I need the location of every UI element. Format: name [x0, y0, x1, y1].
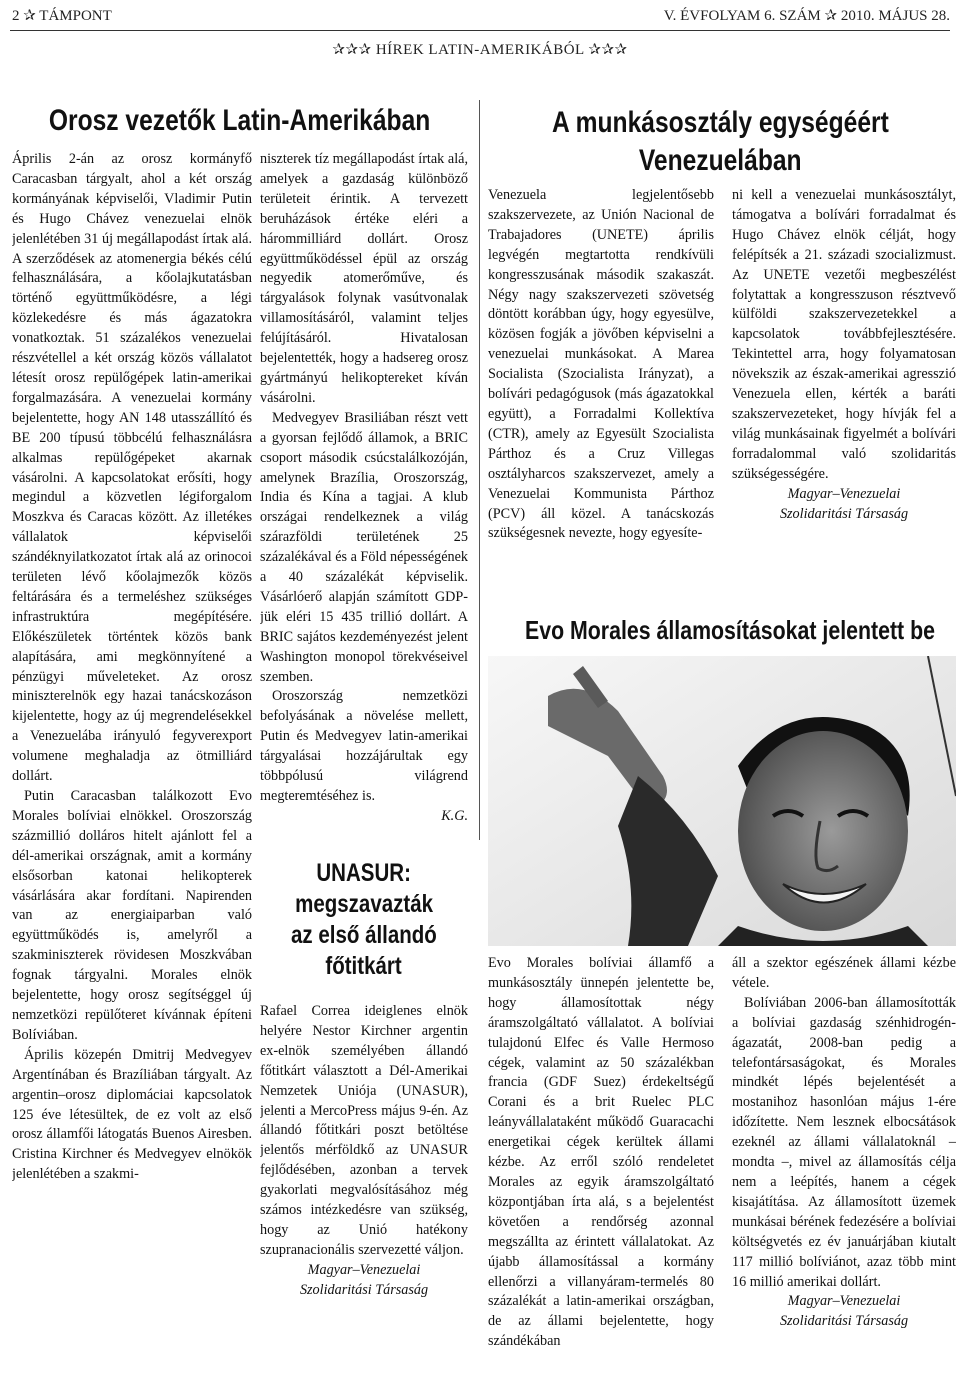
- evo-morales-photo: [488, 656, 956, 946]
- signature-line: Magyar–Venezuelai: [307, 1261, 421, 1278]
- portrait-illustration: [488, 656, 956, 946]
- headline-line: megszavazták: [295, 890, 433, 918]
- signature-line: Szolidaritási Társaság: [779, 1313, 909, 1330]
- headline-line: A munkásosztály egységéért: [551, 106, 889, 139]
- signature: K.G.: [441, 807, 468, 824]
- headline-line: Venezuelában: [638, 144, 802, 177]
- article-working-class-col2: [732, 186, 956, 596]
- unasur-body: [260, 1002, 468, 1386]
- paragraph: Venezuela legjelentősebb szakszervezete, az Unión Nacional de Trabajadores (UNETE) április legvégén megtartotta rendkívüli kongresszusának második szakaszát. Négy nagy szakszervezeti szövetség döntött korábban úgy, hogy egyesülve, közösen fogják a jövőben képviselni a venezuelai munkásokat. A Marea Socialista (Szocialista Irányzat), a bolívári pedagógusok (más ágazatokkal együtt), a Forradalmi Kollektíva (CTR), amely az Egyesült Szocialista Párthoz és a Cruz Villegas osztályharcos szakszervezet, amely a Venezuelai Kommunista Párthoz (PCV) áll közel. A tanácskozás szükségesnek nevezte, hogy egyesíte-: [488, 187, 714, 542]
- paragraph: Oroszország nemzetközi befolyásának a növelése mellett, Putin és Medvegyev latin-amerikai tárgyalásai hozzájárultak egy többpólusú világrend megteremtéséhez is.: [260, 688, 468, 804]
- issue-info: V. ÉVFOLYAM 6. SZÁM ✰ 2010. MÁJUS 28.: [663, 8, 950, 24]
- column-divider: [479, 100, 480, 840]
- header-rule: [10, 30, 950, 31]
- paragraph: niszterek tíz megállapodást írtak alá, amelyek a gazdaság különböző területeit érintik. A tervezett beruházások értéke eléri a hárommilliárd dollárt. Orosz együttműködéssel épül az ország negyedik atomerőműve, és tárgyalások folynak vasútvonalak villamosításáról, valamint teljes felújításáról. Hivatalosan bejelentették, hogy a hadsereg orosz gyártmányú helikoptereket kíván vásárolni.: [260, 151, 468, 406]
- page-number-masthead: 2 ✰ TÁMPONT: [12, 8, 112, 24]
- article-morales-headline: [480, 616, 960, 645]
- headline-line: főtitkárt: [325, 952, 403, 980]
- article-russian-leaders-col1: [12, 150, 252, 1386]
- headline-line: az első állandó: [291, 921, 437, 949]
- paragraph: Putin Caracasban találkozott Evo Morales bolíviai elnökkel. Oroszország százmillió dolláros hitelt ajánlott fel a dél-amerikai országnak, amit a kormány elsősorban katonai helikopterek vásárlására akar fordítani. Napirenden van az energiaiparban való együttműködés is, amelyről a szakminiszterek rövidesen Moszkvában fognak tárgyalni. Morales elnök bejelentette, hogy orosz segítséggel új nemzetközi repülőteret kívánnak építeni Bolíviában.: [12, 788, 252, 1043]
- article-morales-col2: [732, 954, 956, 1386]
- paragraph: Rafael Correa ideiglenes elnök helyére Nestor Kirchner argentin ex-elnök személyében állandó főtitkárt választott a Dél-Amerikai Nemzetek Uniója (UNASUR), jelenti a MercoPress május 9-én. Az állandó főtitkári poszt betöltése jelentős mérföldkő az UNASUR fejlődésében, azonban a tervek gyakorlati megvalósításához még számos intézkedésre van szükség, hogy az Unió hatékony szupranacionális szervezetté váljon.: [260, 1003, 468, 1258]
- article-working-class-headline: [480, 104, 960, 180]
- paragraph: Bolíviában 2006-ban államosították a bolíviai gazdaság szénhidrogén-ágazatát, 2008-ban pedig a telefontársaságokat, és Morales mindkét lépés bejelentését a mostanihoz hasonlóan május 1-ére időzítette. Nem lesznek elbocsátások ezeknél az állami vállalatoknál – mondta –, mivel az államosítás célja nem a leépítés, hanem a cégek kisajátítása. Az államosított üzemek munkásai bérének fedezésére a bolíviai költségvetés ez év januárjában kiutalt 117 millió bolíviánot, azaz több mint 16 millió amerikai dollárt.: [732, 994, 956, 1290]
- paragraph: áll a szektor egészének állami kézbe vétele.: [732, 955, 956, 991]
- signature-line: Magyar–Venezuelai: [787, 485, 901, 502]
- signature-line: Szolidaritási Társaság: [299, 1281, 429, 1298]
- paragraph: Április 2-án az orosz kormányfő Caracasban tárgyalt, ahol a két ország kormányának képviselői, Vladimir Putin és Hugo Chávez venezuelai elnök jelenlétében 31 új megállapodást írtak alá. A szerződések az atomenergia békés célú felhasználására, a kőolajkutatásban történő együttműködésre, a légi közlekedésre és más ágazatokra vonatkoztak. 51 százalékos venezuelai részvétellel a két ország közös vállalatot létesít orosz repülőgépek latin-amerikai forgalmazására. A venezuelai kormány bejelentette, hogy AN 148 utasszállító és BE 200 típusú többcélú felhasználásra alkalmas repülőgépeket akarnak vásárolni. A kapcsolatokat erősíti, hogy megindul a közvetlen légiforgalom Moszkva és Caracas között. Az illetékes vállalatok képviselői szándéknyilatkozatot írtak alá az orinocoi területen lévő kőolajmezők közös feltárására és a termeléshez szükséges infrastruktúra megépítésére. Előkészületek történtek közös bank alapítására, ami megkönnyítené a pénzügyi műveleteket. Az orosz miniszterelnök egy hazai tanácskozáson kijelentette, hogy az új megrendelésekkel a Venezuelába irányuló fegyverexport volumene meghaladja az ötmilliárd dollárt.: [12, 151, 252, 785]
- paragraph: ni kell a venezuelai munkásosztályt, támogatva a bolívári forradalmat és Hugo Chávez elnök célját, hogy felépítsék a 21. századi szocializmust. Az UNETE vezetői megbeszélést folytattak a kongresszuson résztvevő külföldi szakszervezetekkel a kapcsolatok továbbfejlesztésére. Tekintettel arra, hogy folyamatosan növekszik az észak-amerikai agresszió Venezuela ellen, kérték a baráti szakszervezeteket, hogy hívják fel a világ munkásainak figyelmét a bolívári forradalommal való szolidaritás szükségességére.: [732, 187, 956, 482]
- paragraph: Medvegyev Brasiliában részt vett a gyorsan fejlődő államok, a BRIC csoport második csúcstalálkozóján, amelynek Brazília, Oroszország, India és Kína a tagjai. A klub országai rendelkeznek a világ szárazföldi területének 25 százalékával és a Föld népességének a 40 százalékát képviselik. Vásárlóerő alapján számított GDP-jük eléri 15 435 trillió dollárt. A BRIC sajátos kezdeményezést jelent Washington monopol törekvéseivel szemben.: [260, 409, 468, 685]
- signature-line: Magyar–Venezuelai: [787, 1293, 901, 1310]
- headline-text: Evo Morales államosításokat jelentett be: [524, 615, 935, 645]
- unasur-headline: [258, 858, 470, 982]
- headline-line: UNASUR:: [316, 859, 412, 887]
- article-working-class-col1: [488, 186, 714, 596]
- article-russian-leaders-headline: [0, 104, 480, 137]
- section-title: ✰✰✰ HÍREK LATIN-AMERIKÁBÓL ✰✰✰: [332, 42, 628, 58]
- paragraph: Evo Morales bolíviai államfő a munkásosztály ünnepén jelentette be, hogy államosítottak négy áramszolgáltató vállalatot. A bolíviai tulajdonú Elfec és Valle Hermoso cégek, valamint az 50 százalékban francia (GDF Suez) érdekeltségű Corani és a brit Ruelec PLC leányvállalataként működő Guaracachi energetikai cégek kerültek állami kézbe. Az erről szóló rendeletet Morales az egyik áramszolgáltató központjában írta alá, s a bejelentést követően a rendőrség azonnal megszállta az érintett vállalatokat. Az újabb államosítással a kormány ellenőrzi a villanyáram-termelés 80 százalékát a latin-amerikai országban, de az állami bejelentette, hogy szándékában: [488, 955, 714, 1350]
- signature-line: Szolidaritási Társaság: [779, 505, 909, 522]
- paragraph: Április közepén Dmitrij Medvegyev Argentínában és Brazíliában tárgyalt. Az argentin–orosz diplomáciai kapcsolatok 125 éve létesültek, de ez volt az első orosz államfői látogatás Buenos Airesben. Cristina Kirchner és Medvegyev elnökök jelenlétében a szakmi-: [12, 1046, 252, 1183]
- headline-text: Orosz vezetők Latin-Amerikában: [49, 104, 431, 137]
- article-russian-leaders-col2: [260, 150, 468, 840]
- article-morales-col1: [488, 954, 714, 1386]
